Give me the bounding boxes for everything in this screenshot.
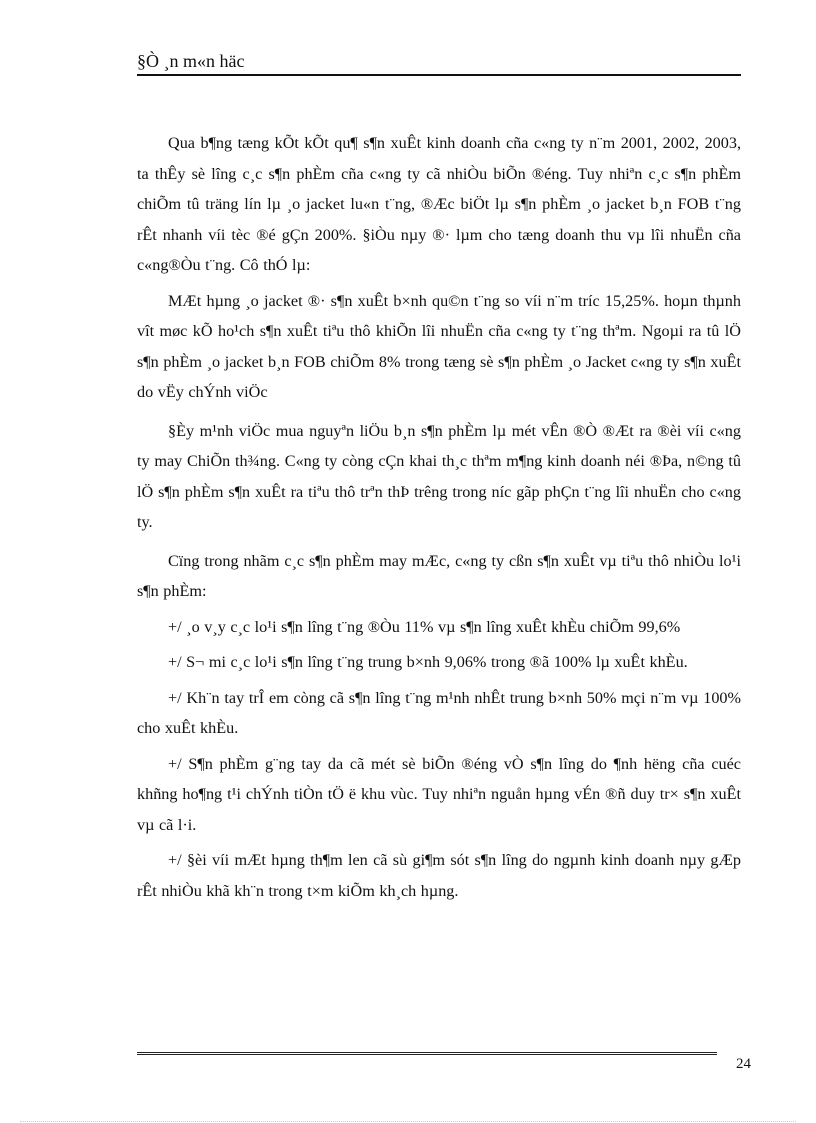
list-item-carpets: +/ §èi víi mÆt hµng th¶m len cã sù gi¶m sót s¶n lîng do ngµnh kinh doanh nµy gÆp rÊt nhiÒu khã kh¨n trong t×m kiÕm kh¸ch hµng. xyxy=(137,851,741,900)
document-body xyxy=(137,128,741,906)
list-item-gloves: +/ S¶n phÈm g¨ng tay da cã mét sè biÕn ®éng vÒ s¶n lîng do ¶nh hëng cña cuéc khñng ho¶ng t¹i chÝnh tiÒn tÖ ë khu vùc. Tuy nhiªn nguån hµng vÉn ®ñ duy tr× s¶n xuÊt vµ cã l·i. xyxy=(137,754,741,834)
paragraph-jacket: MÆt hµng ¸o jacket ®· s¶n xuÊt b×nh qu©n t¨ng so víi n¨m tríc 15,25%. hoµn thµnh vît møc kÕ ho¹ch s¶n xuÊt tiªu thô khiÕn lîi nhuËn cña c«ng ty t¨ng thªm. Ngoµi ra tû lÖ s¶n phÈm ¸o jacket b¸n FOB chiÕm 8% trong tæng sè s¶n phÈm ¸o Jacket c«ng ty s¶n xuÊt do vËy chÝnh viÖc xyxy=(137,291,741,401)
page-number: 24 xyxy=(736,1056,751,1072)
list-item-dresses: +/ ¸o v¸y c¸c lo¹i s¶n lîng t¨ng ®Òu 11% vµ s¶n lîng xuÊt khÈu chiÕm 99,6% xyxy=(168,617,681,636)
header-title: §Ò ¸n m«n häc xyxy=(137,51,245,71)
page-edge-divider xyxy=(20,1121,796,1122)
paragraph-materials: §Èy m¹nh viÖc mua nguyªn liÖu b¸n s¶n phÈm lµ mét vÊn ®Ò ®Æt ra ®èi víi c«ng ty may ChiÕn th¾ng. C«ng ty còng cÇn khai th¸c thªm m¶ng kinh doanh néi ®Þa, n©ng tû lÖ s¶n phÈm s¶n xuÊt ra tiªu thô trªn thÞ trêng trong níc gãp phÇn t¨ng lîi nhuËn cho c«ng ty. xyxy=(137,421,741,531)
paragraph-summary: Qua b¶ng tæng kÕt kÕt qu¶ s¶n xuÊt kinh doanh cña c«ng ty n¨m 2001, 2002, 2003, ta thÊy sè lîng c¸c s¶n phÈm cña c«ng ty cã nhiÒu biÕn ®éng. Tuy nhiªn c¸c s¶n phÈm chiÕm tû träng lín lµ ¸o jacket lu«n t¨ng, ®Æc biÖt lµ s¶n phÈm ¸o jacket b¸n FOB t¨ng rÊt nhanh víi tèc ®é gÇn 200%. §iÒu nµy ®· lµm cho tæng doanh thu vµ lîi nhuËn cña c«ng®Òu t¨ng. Cô thÓ lµ: xyxy=(137,134,741,274)
page-header xyxy=(137,50,741,76)
footer-rule xyxy=(137,1052,717,1055)
paragraph-product-group: Cïng trong nhãm c¸c s¶n phÈm may mÆc, c«ng ty cßn s¶n xuÊt vµ tiªu thô nhiÒu lo¹i s¶n phÈm: xyxy=(137,551,741,600)
list-item-shirts: +/ S¬ mi c¸c lo¹i s¶n lîng t¨ng trung b×nh 9,06% trong ®ã 100% lµ xuÊt khÈu. xyxy=(168,653,688,671)
list-item-handkerchiefs: +/ Kh¨n tay trÎ em còng cã s¶n lîng t¨ng m¹nh nhÊt trung b×nh 50% mçi n¨m vµ 100% cho xuÊt khÈu. xyxy=(137,688,741,737)
